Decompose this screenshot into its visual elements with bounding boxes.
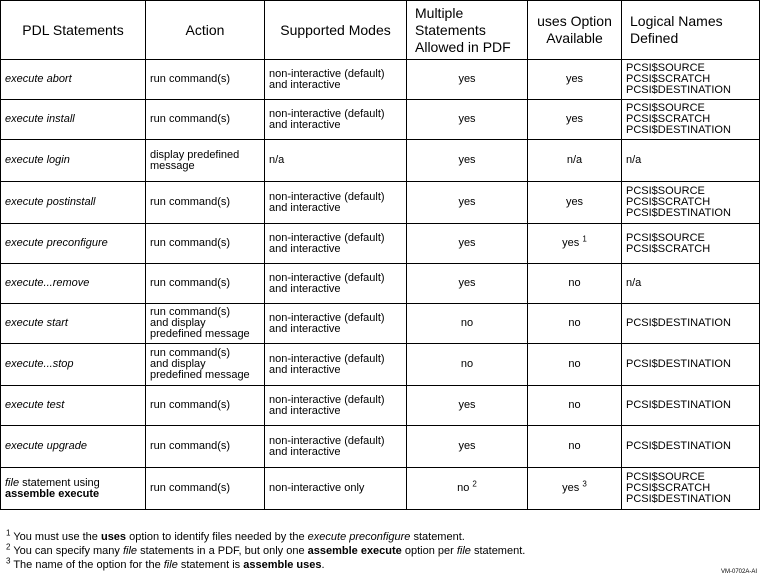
cell-action [146, 100, 265, 140]
footnote-text: file [163, 559, 178, 571]
cell-action [146, 344, 265, 386]
uses-value: no [568, 277, 581, 289]
cell-multiple [407, 100, 528, 140]
cell-action [146, 140, 265, 182]
modes-text: non-interactive (default) [269, 434, 385, 447]
action-text: predefined message [150, 369, 250, 381]
cell-uses-option [528, 344, 622, 386]
uses-value: no [568, 440, 581, 452]
modes-text: non-interactive (default) [269, 190, 385, 203]
footnote-text: . [321, 559, 325, 571]
action-text: run command(s) [150, 73, 231, 85]
footnote-marker: 1 [6, 528, 11, 538]
footnote-2 [6, 544, 525, 558]
logical-name: PCSI$SCRATCH [626, 113, 711, 125]
cell-logical-names [622, 426, 760, 468]
header-uses-line: uses Option [537, 13, 612, 29]
cell-multiple [407, 60, 528, 100]
header-uses-option [528, 1, 622, 60]
cell-action [146, 60, 265, 100]
cell-uses-option [528, 182, 622, 224]
cell-modes [265, 304, 407, 344]
action-text: run command(s) [150, 113, 231, 125]
footnote-text: execute preconfigure [307, 531, 411, 543]
footnote-marker: 2 [6, 542, 11, 552]
cell-statement [1, 60, 146, 100]
modes-text: and interactive [269, 445, 341, 458]
modes-text: and interactive [269, 118, 341, 131]
logical-name: PCSI$SCRATCH [626, 73, 711, 85]
statement-text: file [5, 476, 20, 489]
modes-text: and interactive [269, 282, 341, 295]
action-text: message [150, 159, 195, 172]
statement-text: execute preconfigure [5, 237, 108, 249]
cell-statement [1, 264, 146, 304]
statement-text: execute login [5, 154, 70, 166]
logical-name: PCSI$SOURCE [626, 231, 705, 244]
header-row [1, 1, 760, 60]
header-supported-modes: Supported Modes [265, 1, 407, 60]
footnote-ref: 3 [582, 479, 587, 489]
action-text: run command(s) [150, 482, 231, 494]
statement-text: assemble execute [5, 487, 100, 500]
multiple-value: yes [458, 277, 476, 289]
cell-modes [265, 386, 407, 426]
table-row [1, 60, 760, 100]
cell-modes [265, 468, 407, 510]
cell-statement [1, 426, 146, 468]
action-text: display predefined [150, 148, 240, 161]
modes-text: and interactive [269, 322, 341, 335]
logical-name: n/a [626, 277, 642, 289]
cell-logical-names [622, 224, 760, 264]
header-multiple-line: Allowed in PDF [415, 38, 511, 55]
cell-multiple [407, 182, 528, 224]
footnote-text: file [456, 545, 471, 557]
uses-value: no [568, 399, 581, 411]
uses-value: yes [562, 237, 580, 249]
footnote-text: statement. [470, 545, 526, 557]
header-pdl-statements: PDL Statements [1, 1, 146, 60]
cell-statement [1, 386, 146, 426]
modes-text: n/a [269, 154, 285, 166]
header-logical-line: Defined [630, 30, 679, 46]
action-text: run command(s) [150, 440, 231, 452]
cell-multiple [407, 264, 528, 304]
header-action: Action [146, 1, 265, 60]
cell-logical-names [622, 468, 760, 510]
footnote-3 [6, 558, 525, 572]
statement-text: execute install [5, 113, 75, 125]
statement-text: execute start [5, 317, 68, 329]
action-text: run command(s) [150, 237, 231, 249]
cell-multiple [407, 426, 528, 468]
logical-name: PCSI$SCRATCH [626, 482, 711, 494]
statement-text: execute...remove [5, 277, 90, 289]
logical-name: PCSI$DESTINATION [626, 124, 731, 136]
cell-uses-option [528, 264, 622, 304]
cell-logical-names [622, 140, 760, 182]
cell-multiple [407, 344, 528, 386]
cell-action [146, 264, 265, 304]
cell-uses-option [528, 60, 622, 100]
cell-statement [1, 468, 146, 510]
footnote-text: file [122, 545, 138, 557]
multiple-value: yes [458, 196, 476, 208]
cell-statement [1, 344, 146, 386]
cell-modes [265, 426, 407, 468]
multiple-value: yes [458, 113, 476, 125]
modes-text: non-interactive (default) [269, 231, 385, 244]
modes-text: non-interactive (default) [269, 107, 385, 120]
header-multiple-line: Multiple [415, 4, 464, 21]
uses-value: yes [565, 113, 584, 125]
cell-uses-option [528, 304, 622, 344]
statement-text: execute test [5, 399, 65, 411]
uses-value: yes [565, 73, 584, 85]
action-text: and display [150, 358, 206, 370]
footnote-text: option to identify files needed by the [126, 531, 308, 543]
modes-text: non-interactive (default) [269, 67, 385, 80]
cell-modes [265, 264, 407, 304]
action-text: predefined message [150, 328, 250, 340]
cell-uses-option [528, 224, 622, 264]
modes-text: and interactive [269, 201, 341, 214]
cell-logical-names [622, 100, 760, 140]
modes-text: and interactive [269, 78, 341, 91]
cell-multiple [407, 224, 528, 264]
uses-value: n/a [566, 154, 583, 166]
action-text: run command(s) [150, 306, 231, 318]
cell-multiple [407, 140, 528, 182]
modes-text: non-interactive (default) [269, 311, 385, 324]
logical-name: PCSI$SCRATCH [626, 242, 711, 255]
logical-name: PCSI$DESTINATION [626, 399, 731, 411]
cell-action [146, 224, 265, 264]
multiple-value: yes [458, 237, 476, 249]
cell-modes [265, 344, 407, 386]
cell-statement [1, 182, 146, 224]
cell-multiple [407, 468, 528, 510]
cell-uses-option [528, 426, 622, 468]
table-row [1, 224, 760, 264]
modes-text: and interactive [269, 404, 341, 417]
table-row [1, 386, 760, 426]
cell-modes [265, 224, 407, 264]
modes-text: and interactive [269, 242, 341, 255]
action-text: and display [150, 317, 206, 329]
header-logical-line: Logical Names [630, 13, 723, 29]
action-text: run command(s) [150, 277, 231, 289]
logical-name: PCSI$DESTINATION [626, 358, 731, 370]
cell-modes [265, 140, 407, 182]
footnote-text: You must use the [13, 531, 101, 543]
uses-value: yes [562, 482, 580, 494]
cell-action [146, 304, 265, 344]
logical-name: PCSI$SOURCE [626, 102, 705, 114]
cell-statement [1, 304, 146, 344]
logical-name: PCSI$DESTINATION [626, 207, 731, 219]
cell-logical-names [622, 386, 760, 426]
modes-text: non-interactive (default) [269, 352, 385, 365]
uses-value: no [568, 317, 581, 329]
logical-name: PCSI$SOURCE [626, 62, 705, 74]
statement-text: execute...stop [5, 358, 74, 370]
table-row [1, 468, 760, 510]
footnote-text: You can specify many [13, 545, 123, 557]
action-text: run command(s) [150, 196, 231, 208]
table-row [1, 100, 760, 140]
multiple-value: yes [458, 154, 476, 166]
action-text: run command(s) [150, 347, 231, 359]
cell-uses-option [528, 140, 622, 182]
header-logical-names [622, 1, 760, 60]
footnote-text: assemble execute [307, 545, 402, 557]
footnote-text: The name of the option for the [13, 559, 164, 571]
multiple-value: no [460, 358, 474, 370]
footnote-ref: 2 [472, 479, 477, 489]
logical-name: PCSI$DESTINATION [626, 317, 731, 329]
statement-text: statement using [19, 476, 100, 489]
cell-multiple [407, 304, 528, 344]
cell-uses-option [528, 468, 622, 510]
table-row [1, 264, 760, 304]
header-multiple-line: Statements [415, 21, 486, 38]
footnote-text: option per [401, 545, 457, 557]
cell-logical-names [622, 60, 760, 100]
table-row [1, 344, 760, 386]
header-uses-line: Available [546, 30, 603, 46]
footnote-text: statements in a PDF, but only one [137, 545, 308, 557]
table-row [1, 140, 760, 182]
modes-text: non-interactive (default) [269, 271, 385, 284]
footnote-text: statement is [177, 559, 244, 571]
cell-logical-names [622, 182, 760, 224]
footnote-1 [6, 530, 525, 544]
footnote-text: assemble uses [243, 559, 322, 571]
footnote-text: statement. [410, 531, 465, 543]
cell-logical-names [622, 344, 760, 386]
header-multiple-statements [407, 1, 528, 60]
logical-name: PCSI$DESTINATION [626, 84, 731, 96]
cell-statement [1, 140, 146, 182]
cell-action [146, 182, 265, 224]
statement-text: execute abort [5, 73, 72, 85]
multiple-value: no [457, 482, 470, 494]
multiple-value: yes [458, 399, 476, 411]
cell-uses-option [528, 100, 622, 140]
cell-statement [1, 100, 146, 140]
cell-action [146, 426, 265, 468]
cell-statement [1, 224, 146, 264]
table-row [1, 426, 760, 468]
modes-text: and interactive [269, 363, 341, 376]
cell-logical-names [622, 304, 760, 344]
logical-name: PCSI$DESTINATION [626, 493, 731, 505]
modes-text: non-interactive only [269, 482, 365, 494]
modes-text: non-interactive (default) [269, 393, 385, 406]
cell-action [146, 386, 265, 426]
multiple-value: no [460, 317, 474, 329]
cell-modes [265, 182, 407, 224]
uses-value: yes [565, 196, 584, 208]
cell-modes [265, 60, 407, 100]
table-row [1, 182, 760, 224]
logical-name: PCSI$SCRATCH [626, 196, 711, 208]
cell-action [146, 468, 265, 510]
uses-value: no [568, 358, 581, 370]
figure-code: VM-0702A-AI [720, 569, 757, 575]
logical-name: PCSI$SOURCE [626, 185, 705, 197]
cell-logical-names [622, 264, 760, 304]
logical-name: PCSI$SOURCE [626, 471, 705, 483]
footnote-marker: 3 [6, 556, 11, 566]
action-text: run command(s) [150, 399, 231, 411]
multiple-value: yes [458, 73, 476, 85]
logical-name: PCSI$DESTINATION [626, 440, 731, 452]
statement-text: execute postinstall [5, 196, 96, 208]
footnote-ref: 1 [582, 234, 587, 244]
footnote-text: uses [100, 531, 127, 543]
multiple-value: yes [458, 440, 476, 452]
statement-text: execute upgrade [5, 440, 87, 452]
cell-multiple [407, 386, 528, 426]
table-row [1, 304, 760, 344]
logical-name: n/a [626, 154, 642, 166]
cell-uses-option [528, 386, 622, 426]
cell-modes [265, 100, 407, 140]
footnotes [6, 530, 525, 572]
